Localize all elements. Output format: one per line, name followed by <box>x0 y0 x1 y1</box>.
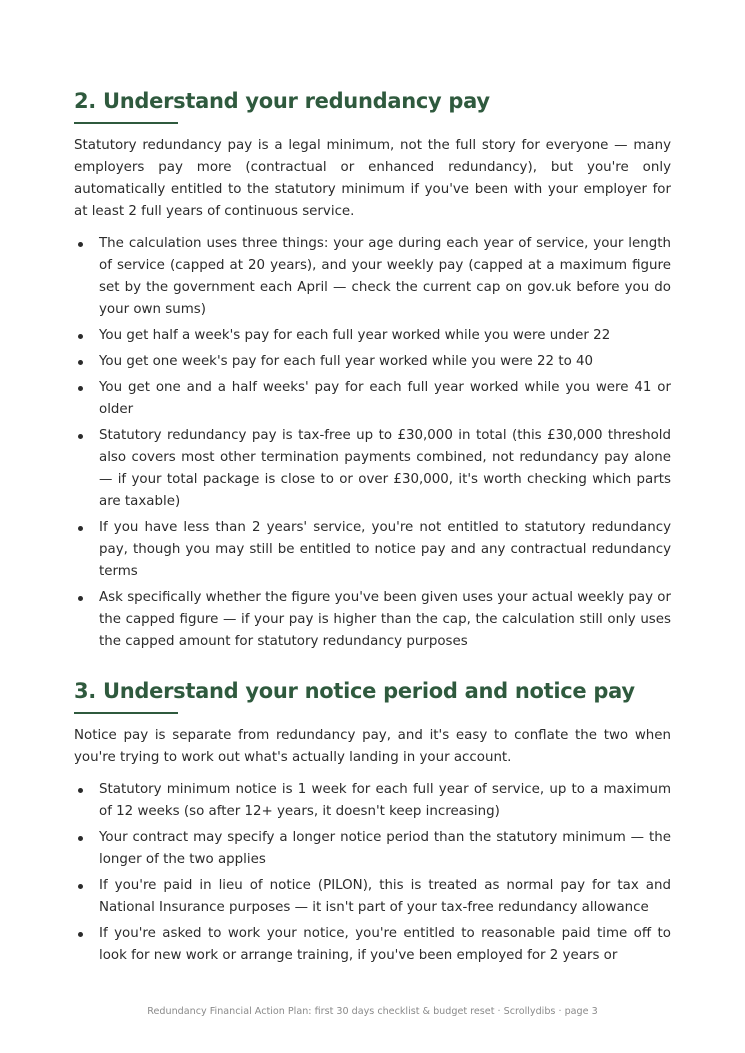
list-item-text: If you're paid in lieu of notice (PILON), this is treated as normal pay for tax and National Insurance purposes — it isn't part of your tax-free redundancy allowance <box>99 878 671 915</box>
section-3-bullet-list <box>74 779 671 967</box>
list-item-text: You get one week's pay for each full year worked while you were 22 to 40 <box>99 354 594 369</box>
section-2-heading <box>74 88 490 124</box>
list-item-text: Ask specifically whether the figure you've been given uses your actual weekly pay or the capped figure — if your pay is higher than the cap, the calculation still only uses the capped amount for statutory redundancy purposes <box>99 590 671 649</box>
list-item <box>74 325 671 347</box>
list-item <box>74 425 671 513</box>
list-item <box>74 377 671 421</box>
list-item <box>74 587 671 653</box>
list-item-text: The calculation uses three things: your age during each year of service, your length of service (capped at 20 years), and your weekly pay (capped at a maximum figure set by the government each April — check the current cap on gov.uk before you do your own sums) <box>99 236 671 317</box>
bullet-icon <box>78 242 83 247</box>
bullet-icon <box>78 596 83 601</box>
list-item-text: Statutory redundancy pay is tax-free up to £30,000 in total (this £30,000 threshold also covers most other termination payments combined, not redundancy pay alone — if your total package is close to or over £30,000, it's worth checking which parts are taxable) <box>99 428 671 509</box>
list-item <box>74 923 671 967</box>
section-2-title: 2. Understand your redundancy pay <box>74 89 490 113</box>
section-2-bullet-list <box>74 233 671 653</box>
list-item-text: You get half a week's pay for each full year worked while you were under 22 <box>99 328 611 343</box>
bullet-icon <box>78 884 83 889</box>
section-2-body <box>74 135 671 657</box>
list-item-text: If you have less than 2 years' service, you're not entitled to statutory redundancy pay, though you may still be entitled to notice pay and any contractual redundancy terms <box>99 520 671 579</box>
list-item <box>74 351 671 373</box>
list-item-text: Statutory minimum notice is 1 week for each full year of service, up to a maximum of 12 weeks (so after 12+ years, it doesn't keep increasing) <box>99 782 671 819</box>
section-3-intro: Notice pay is separate from redundancy pay, and it's easy to conflate the two when you're trying to work out what's actually landing in your account. <box>74 728 671 765</box>
section-3-heading <box>74 678 635 714</box>
list-item <box>74 827 671 871</box>
page-footer: Redundancy Financial Action Plan: first 30 days checklist & budget reset · Scrollydibs · page 3 <box>147 1006 598 1017</box>
section-3-body <box>74 725 671 971</box>
bullet-icon <box>78 932 83 937</box>
list-item <box>74 233 671 321</box>
list-item-text: You get one and a half weeks' pay for each full year worked while you were 41 or older <box>99 380 671 417</box>
section-3-title-underline <box>74 712 178 714</box>
list-item <box>74 517 671 583</box>
bullet-icon <box>78 788 83 793</box>
list-item-text: If you're asked to work your notice, you're entitled to reasonable paid time off to look for new work or arrange training, if you've been employed for 2 years or <box>99 926 671 963</box>
list-item <box>74 779 671 823</box>
bullet-icon <box>78 360 83 365</box>
bullet-icon <box>78 434 83 439</box>
bullet-icon <box>78 836 83 841</box>
bullet-icon <box>78 386 83 391</box>
bullet-icon <box>78 526 83 531</box>
list-item <box>74 875 671 919</box>
list-item-text: Your contract may specify a longer notice period than the statutory minimum — the longer of the two applies <box>99 830 671 867</box>
section-2-intro: Statutory redundancy pay is a legal minimum, not the full story for everyone — many employers pay more (contractual or enhanced redundancy), but you're only automatically entitled to the statutory minimum if you've been with your employer for at least 2 full years of continuous service. <box>74 138 671 219</box>
bullet-icon <box>78 334 83 339</box>
section-3-title: 3. Understand your notice period and notice pay <box>74 679 635 703</box>
section-2-title-underline <box>74 122 178 124</box>
